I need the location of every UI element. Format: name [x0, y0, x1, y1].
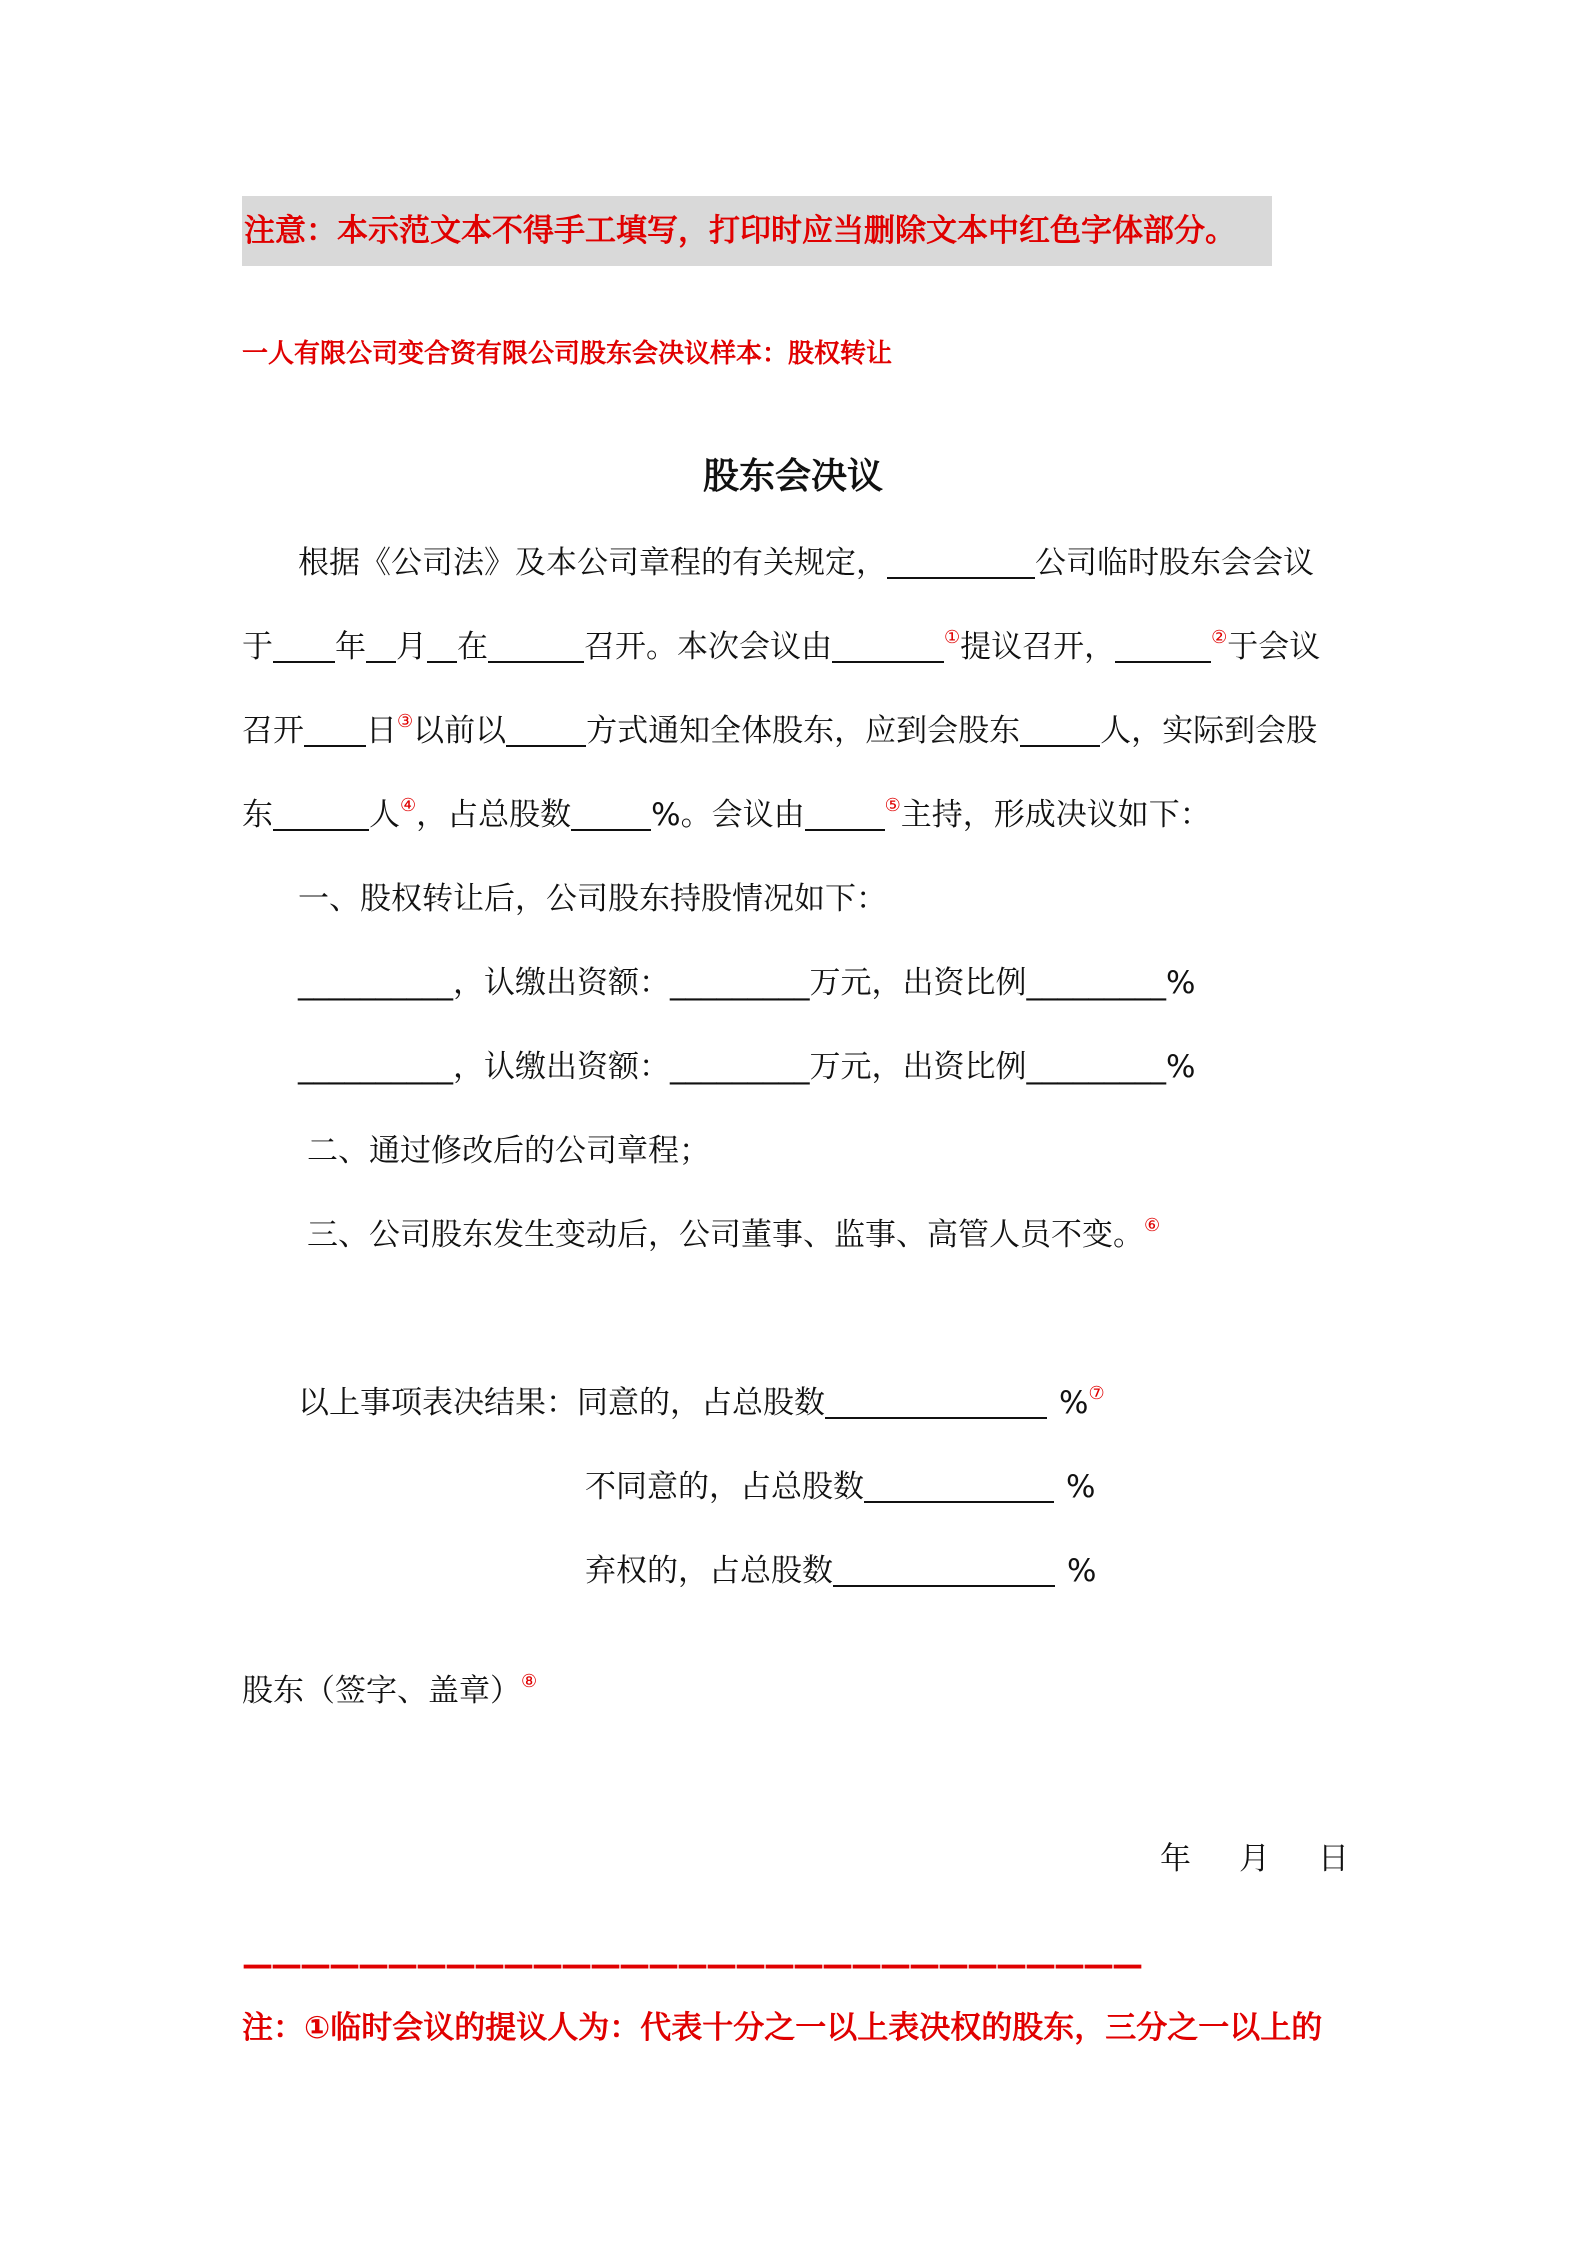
para-line-2 [242, 621, 1320, 666]
vote-disagree-text: 不同意的，占总股数 [585, 1469, 864, 1505]
resolution-item-2: 二、通过修改后的公司章程； [307, 1133, 710, 1169]
footnote-marker-1: ① [944, 627, 961, 648]
vote-abstain-row [585, 1545, 1096, 1590]
footnote-marker-5: ⑤ [884, 795, 901, 816]
blank-convener [1115, 631, 1211, 663]
blank-chair [805, 799, 885, 831]
blank-notice-method [506, 715, 586, 747]
vote-agree-row [298, 1377, 1105, 1422]
para-text: 三、公司股东发生变动后，公司董事、监事、高管人员不变。 [307, 1217, 1144, 1253]
blank-share-percent [571, 799, 651, 831]
blank-venue [488, 631, 584, 663]
footnote-marker-3: ③ [397, 711, 414, 732]
vote-agree-text: 同意的，占总股数 [577, 1385, 825, 1421]
para-text: 根据《公司法》及本公司章程的有关规定， [298, 545, 887, 581]
resolution-item-1: 一、股权转让后，公司股东持股情况如下： [298, 881, 887, 917]
para-text: 于会议 [1227, 629, 1321, 665]
date-line [1160, 1833, 1349, 1878]
para-text: 股东（签字、盖章） [242, 1673, 521, 1709]
para-text: 提议召开， [960, 629, 1116, 665]
para-line-4 [242, 789, 1211, 834]
blank-disagree-percent [864, 1471, 1054, 1503]
para-text: 人 [369, 797, 400, 833]
date-day: 日 [1318, 1841, 1349, 1877]
blank-expected-count [1020, 715, 1100, 747]
footnote-marker-2: ② [1211, 627, 1228, 648]
para-text: 公司临时股东会会议 [1035, 545, 1314, 581]
date-month: 月 [1239, 1841, 1270, 1877]
blank-month [366, 631, 396, 663]
para-text: 月 [396, 629, 427, 665]
para-text: 召开 [242, 713, 304, 749]
footnote-marker-8: ⑧ [521, 1671, 538, 1692]
para-text: 年 [335, 629, 366, 665]
para-text: 于 [242, 629, 273, 665]
percent-sign: % [1067, 1553, 1097, 1589]
para-text: 以前以 [413, 713, 507, 749]
footnote-text: 注：①临时会议的提议人为：代表十分之一以上表决权的股东，三分之一以上的 [242, 2010, 1323, 2046]
document-title: 股东会决议 [702, 456, 883, 497]
para-line-3 [242, 705, 1317, 750]
blank-agree-percent [825, 1387, 1047, 1419]
sample-subtitle: 一人有限公司变合资有限公司股东会决议样本：股权转让 [242, 339, 893, 369]
percent-sign: % [1059, 1385, 1089, 1421]
blank-company-name [887, 547, 1035, 579]
shareholder-signature-label [242, 1665, 537, 1710]
blank-attended-count [273, 799, 369, 831]
resolution-item-3 [307, 1209, 1160, 1254]
date-year: 年 [1160, 1841, 1191, 1877]
blank-year [273, 631, 335, 663]
para-text: 主持，形成决议如下： [900, 797, 1211, 833]
red-separator: ——————————————————————————————— [242, 1947, 1141, 1983]
blank-proposer [832, 631, 944, 663]
blank-day [427, 631, 457, 663]
para-line-1 [298, 537, 1314, 582]
vote-abstain-text: 弃权的，占总股数 [585, 1553, 833, 1589]
blank-notice-days [304, 715, 366, 747]
footnote-marker-7: ⑦ [1088, 1383, 1105, 1404]
para-text: 人，实际到会股 [1100, 713, 1318, 749]
para-text: 东 [242, 797, 273, 833]
footnote-marker-6: ⑥ [1144, 1215, 1161, 1236]
footnote-marker-4: ④ [400, 795, 417, 816]
percent-sign: % [1066, 1469, 1096, 1505]
shareholding-row: __________，认缴出资额：_________万元，出资比例_________% [298, 1049, 1196, 1085]
para-text: 方式通知全体股东，应到会股东 [586, 713, 1021, 749]
para-text: %。会议由 [651, 797, 805, 833]
vote-disagree-row [585, 1461, 1095, 1506]
para-text: 召开。本次会议由 [584, 629, 832, 665]
para-text: 在 [457, 629, 488, 665]
para-text: ，占总股数 [416, 797, 572, 833]
para-text: 日 [366, 713, 397, 749]
notice-banner: 注意：本示范文本不得手工填写，打印时应当删除文本中红色字体部分。 [242, 196, 1272, 266]
shareholding-row: __________，认缴出资额：_________万元，出资比例_________% [298, 965, 1196, 1001]
blank-abstain-percent [833, 1555, 1055, 1587]
vote-label: 以上事项表决结果： [298, 1385, 577, 1421]
